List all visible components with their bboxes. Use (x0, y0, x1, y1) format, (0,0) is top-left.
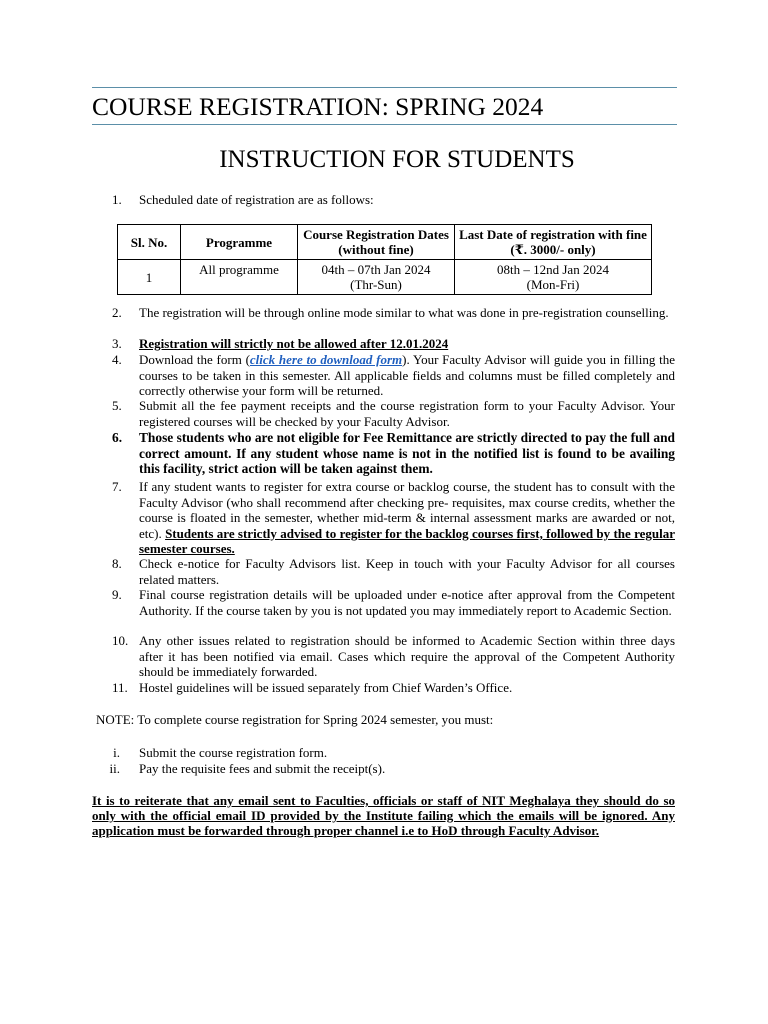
table-header-row (118, 225, 652, 260)
column-header: Programme (181, 225, 298, 260)
list-item: 4. Download the form (click here to download form). Your Faculty Advisor will guide you in filling the courses to be taken in this semester. All applicable fields and columns must be filled completely and correctly otherwise your form will be returned. (112, 352, 676, 399)
registration-schedule-table (117, 224, 652, 295)
list-item: 6. Those students who are not eligible for Fee Remittance are strictly directed to pay the full and correct amount. If any student whose name is not in the notified list is found to be availing this facility, strict action will be taken against them. (112, 430, 675, 477)
header-top-rule (92, 87, 677, 88)
table-cell: 08th – 12nd Jan 2024 (Mon-Fri) (455, 260, 652, 295)
note-text: NOTE: To complete course registration for Spring 2024 semester, you must: (96, 712, 494, 727)
list-item: 11. Hostel guidelines will be issued separately from Chief Warden’s Office. (112, 680, 513, 695)
list-item: 3. Registration will strictly not be allowed after 12.01.2024 (112, 336, 449, 351)
table-cell: All programme (181, 260, 298, 295)
list-item: 2. The registration will be through online mode similar to what was done in pre-registration counselling. (112, 305, 669, 320)
column-header: Course Registration Dates (without fine) (298, 225, 455, 260)
page-title: COURSE REGISTRATION: SPRING 2024 (92, 92, 544, 121)
note-step: ii. Pay the requisite fees and submit the receipt(s). (109, 761, 386, 776)
column-header: Last Date of registration with fine (₹. 3000/- only) (455, 225, 652, 260)
list-item: 5. Submit all the fee payment receipts and the course registration form to your Faculty Advisor. Your registered courses will be checked by your Faculty Advisor. (112, 398, 675, 429)
table-cell: 1 (118, 260, 181, 295)
list-item: 10. Any other issues related to registration should be informed to Academic Section within three days after it has been notified via email. Cases which require the approval of the Competent Authority should be immediately forwarded. (112, 633, 675, 680)
table-cell: 04th – 07th Jan 2024 (Thr-Sun) (298, 260, 455, 295)
download-form-link[interactable]: click here to download form (249, 352, 403, 367)
page-subtitle: INSTRUCTION FOR STUDENTS (219, 146, 575, 173)
email-policy-notice: It is to reiterate that any email sent to Faculties, officials or staff of NIT Meghalaya they should do so only with the official email ID provided by the Institute failing which the emails will be ignored. Any application must be forwarded through proper channel i.e to HoD through Faculty Advisor. (92, 793, 675, 838)
list-item: 9. Final course registration details will be uploaded under e-notice after approval from the Competent Authority. If the course taken by you is not updated you may immediately report to Academic Section. (112, 587, 675, 618)
column-header: Sl. No. (118, 225, 181, 260)
header-bottom-rule (92, 124, 677, 125)
list-item: 1. Scheduled date of registration are as follows: (112, 192, 374, 207)
table-row (118, 260, 652, 295)
note-step: i. Submit the course registration form. (113, 745, 328, 760)
list-item: 8. Check e-notice for Faculty Advisors list. Keep in touch with your Faculty Advisor for all courses related matters. (112, 556, 675, 587)
list-item: 7. If any student wants to register for extra course or backlog course, the student has to consult with the Faculty Advisor (who shall recommend after checking pre- requisites, max course credits, whether the course is floated in the semester, whether mid-term & internal assessment marks are awarded or not, etc). Students are strictly advised to register for the backlog courses first, followed by the regular semester courses. (112, 479, 676, 557)
